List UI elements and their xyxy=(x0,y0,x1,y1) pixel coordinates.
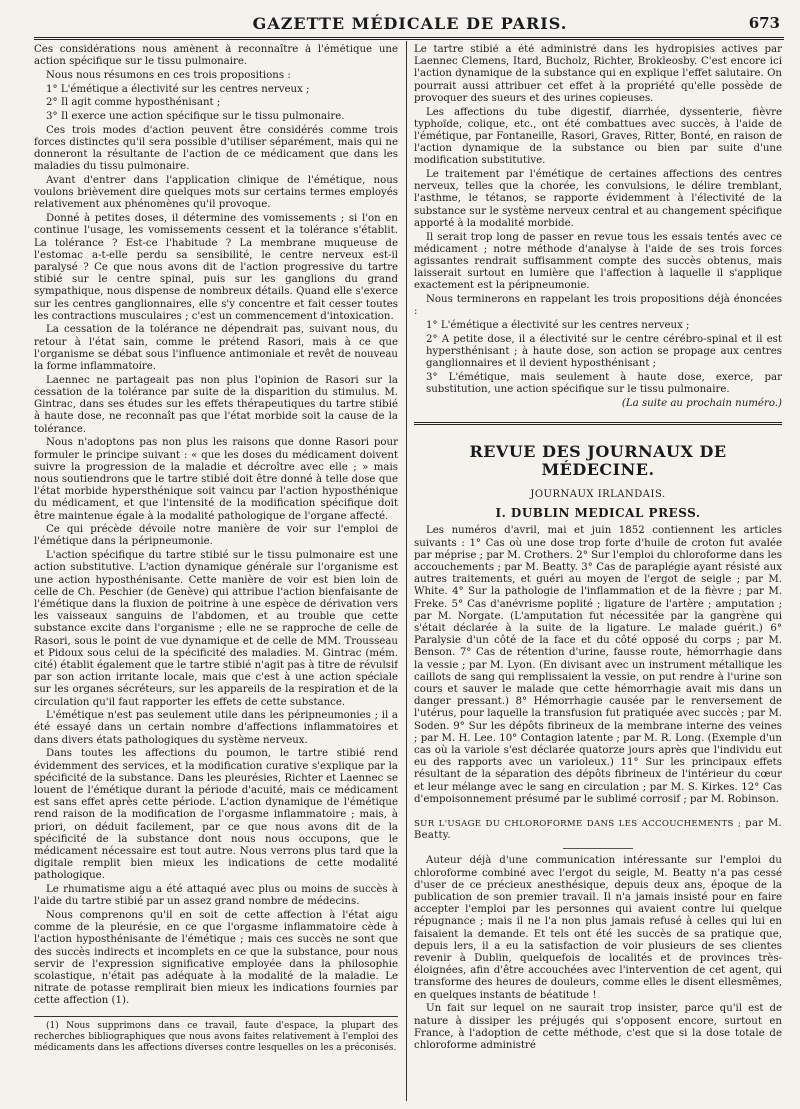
running-title: GAZETTE MÉDICALE DE PARIS. xyxy=(252,14,568,33)
section-rule xyxy=(414,422,782,425)
paragraph: Nous nous résumons en ces trois propositions : xyxy=(46,69,291,81)
column-divider xyxy=(406,41,407,1101)
paragraph: Les affections du tube digestif, diarrhée, dyssenterie, fièvre typhoïde, colique, etc., ont été combattues avec succès, à l'aide de l'émétique, par Fontaneille, Rasori, Graves, Ritter, Bonté, en raison de l'action dynamique de la substance ou bien par suite d'une modification substitutive. xyxy=(414,106,782,167)
journal-title: I. DUBLIN MEDICAL PRESS. xyxy=(495,506,701,521)
paragraph: Nous comprenons qu'il en soit de cette affection à l'état aigu comme de la pleurésie, en ce que l'orgasme inflammatoire cède à l'action hyposthénisante de l'émétique ; mais ces succès ne sont que des succès indirects et incomplets en ce que la substance, pour nous servir de l'expression significative employée dans la philosophie scolastique, n'était pas adéquate à la modalité de la maladie. Le nitrate de potasse remplirait bien mieux les indications fournies par cette affection (1). xyxy=(34,910,398,1007)
continuation-note: (La suite au prochain numéro.) xyxy=(621,397,782,409)
proposition: 3° Il exerce une action spécifique sur le tissu pulmonaire. xyxy=(46,111,345,123)
right-column xyxy=(414,44,782,1104)
section-title: REVUE DES JOURNAUX DE MÉDECINE. xyxy=(469,441,727,479)
proposition: 2° A petite dose, il a électivité sur le centre cérébro-spinal et il est hypersthénisant ; à haute dose, son action se propage aux centres ganglionnaires et il devient hyposthénisant ; xyxy=(426,333,782,370)
proposition: 3° L'émétique, mais seulement à haute dose, exerce, par substitution, une action spécifique sur le tissu pulmonaire. xyxy=(426,371,782,395)
paragraph: Auteur déjà d'une communication intéressante sur l'emploi du chloroforme combiné avec l'ergot du seigle, M. Beatty n'a pas cessé d'user de ce précieux anesthésique, depuis deux ans, époque de la publication de son premier travail. Il n'a jamais insisté pour en faire accepter l'emploi par les personnes qui avaient contre lui quelque répugnance ; mais il ne l'a non plus jamais refusé à celles qui lui en faisaient la demande. Et tels ont été les succès de sa pratique que, depuis lers, il a eu la satisfaction de voir plusieurs de ses clientes revenir à Dublin, quelquefois de localités et de provinces très-éloignées, afin d'être accouchées avec l'intervention de cet agent, qui transforme des heures de douleurs, comme elles le disent ellesmêmes, en quelques instants de béatitude ! xyxy=(414,855,782,1001)
paragraph: Nous terminerons en rappelant les trois propositions déjà énoncées : xyxy=(414,294,782,318)
paragraph: Avant d'entrer dans l'application clinique de l'émétique, nous voulons brièvement dire quelques mots sur certains termes employés relativement aux phénomènes qu'il provoque. xyxy=(34,175,398,211)
page-number: 673 xyxy=(748,14,780,32)
paragraph: Le traitement par l'émétique de certaines affections des centres nerveux, telles que la chorée, les convulsions, le délire tremblant, l'asthme, le tétanos, se rapporte évidemment à l'électivité de la substance sur le système nerveux central et au changement spécifique apporté à la modalité morbide. xyxy=(414,169,782,229)
paragraph: Ces considérations nous amènent à reconnaître à l'émétique une action spécifique sur le tissu pulmonaire. xyxy=(34,44,398,68)
paragraph: L'action spécifique du tartre stibié sur le tissu pulmonaire est une action substitutive. L'action dynamique générale sur l'organisme est une action hyposthénisante. Cette manière de voir est bien loin de celle de Ch. Peschier (de Genève) qui attribue l'action bienfaisante de l'émétique dans la fluxion de poitrine à une espèce de dérivation vers les vaisseaux sanguins de l'abdomen, et au trouble que cette substance excite dans l'organisme ; elle ne se rapproche de celle de Rasori, sous le point de vue dynamique et de celle de MM. Trousseau et Pidoux sous celui de la spécificité des maladies. M. Gintrac (mém. cité) établit également que le tartre stibié n'agit pas à titre de révulsif par son action irritante locale, mais que c'est à une action spéciale sur les organes sécréteurs, sur les appareils de la respiration et de la circulation qu'il faut rapporter les effets de cette substance. xyxy=(34,550,398,708)
paragraph: Ces trois modes d'action peuvent être considérés comme trois forces distinctes qu'il sera possible d'utiliser séparément, mais qui ne donneront la résultante de l'action de ce médicament que dans les maladies du tissu pulmonaire. xyxy=(34,124,398,173)
subsection-title: JOURNAUX IRLANDAIS. xyxy=(530,488,666,500)
paragraph: Le rhumatisme aigu a été attaqué avec plus ou moins de succès à l'aide du tartre stibié par un assez grand nombre de médecins. xyxy=(34,884,398,908)
left-column xyxy=(34,44,398,1104)
header-rule xyxy=(34,37,784,40)
page-header xyxy=(34,10,786,38)
paragraph: Donné à petites doses, il détermine des vomissements ; si l'on en continue l'usage, les vomissements cessent et la tolérance s'établit. La tolérance ? Est-ce l'habitude ? La membrane muqueuse de l'estomac a-t-elle perdu sa sensibilité, le centre nerveux est-il paralysé ? Ce que nous avons dit de l'action progressive du tartre stibié sur le centre spinal, puis sur les ganglions du grand sympathique, nous dispense de nombreux détails. Quand elle s'exerce sur les centres ganglionnaires, elle s'y concentre et fait cesser toutes les contractions musculaires ; c'est un commencement d'intoxication. xyxy=(34,213,398,322)
paragraph: La cessation de la tolérance ne dépendrait pas, suivant nous, du retour à l'état sain, comme le prétend Rasori, mais à ce que l'organisme se débat sous l'influence antimoniale et revêt de nouveau la forme inflammatoire. xyxy=(34,324,398,373)
paragraph: Nous n'adoptons pas non plus les raisons que donne Rasori pour formuler le principe suivant : « que les doses du médicament doivent suivre la progression de la maladie et décroître avec elle ; » mais nous soutiendrons que le tartre stibié doit être donné à telle dose que l'état morbide hypersthénique soit vaincu par l'action hyposthénique du médicament, et que l'intensité de la modification spécifique doit être maintenue égale à la modalité pathologique de l'organe affecté. xyxy=(34,437,398,522)
paragraph: Le tartre stibié a été administré dans les hydropisies actives par Laennec Clemens, Itard, Bucholz, Richter, Brokleosby. C'est encore ici l'action dynamique de la substance qui en explique l'effet salutaire. On pourrait aussi attribuer cet effet à la propriété qu'elle possède de provoquer des sueurs et des urines copieuses. xyxy=(414,44,782,104)
proposition: 1° L'émétique a électivité sur les centres nerveux ; xyxy=(426,319,690,331)
paragraph: Ce qui précède dévoile notre manière de voir sur l'emploi de l'émétique dans la péripneumonie. xyxy=(34,524,398,548)
short-rule xyxy=(563,848,633,849)
paragraph: Les numéros d'avril, mai et juin 1852 contiennent les articles suivants : 1° Cas où une dose trop forte d'huile de croton fut avalée par méprise ; par M. Crothers. 2° Sur l'emploi du chloroforme dans les accouchements ; par M. Beatty. 3° Cas de paraplégie ayant résisté aux autres traitements, et guéri au moyen de l'ergot de seigle ; par M. White. 4° Sur la pathologie de l'inflammation et de la fièvre ; par M. Freke. 5° Cas d'anévrisme poplité ; ligature de l'artère ; amputation ; par M. Norgate. (L'amputation fut nécessitée par la gangrène qui s'était déclarée à la suite de la ligature. Le malade guérit.) 6° Paralysie d'un côté de la face et du côté opposé du corps ; par M. Benson. 7° Cas de rétention d'urine, fausse route, hémorrhagie dans la vessie ; par M. Lyon. (En divisant avec un instrument métallique les caillots de sang qui remplissaient la vessie, on put rendre à l'urine son cours et sauver le malade que cette hémorrhagie avait mis dans un danger pressant.) 8° Hémorrhagie causée par le renversement de l'utérus, pour laquelle la transfusion fut pratiquée avec succès ; par M. Soden. 9° Sur les dépôts fibrineux de la membrane interne des veines ; par M. H. Lee. 10° Contagion latente ; par M. R. Long. (Exemple d'un cas où la variole s'est déclarée quatorze jours après que l'individu eut eu des rapports avec un varioleux.) 11° Sur les principaux effets résultant de la séparation des dépôts fibrineux de l'intérieur du cœur et leur mélange avec le sang en circulation ; par M. S. Kirkes. 12° Cas d'empoisonnement présumé par le sublimé corrosif ; par M. Robinson. xyxy=(414,525,782,805)
footnote: (1) Nous supprimons dans ce travail, faute d'espace, la plupart des recherches bibliographiques que nous avons faites relativement à l'emploi des médicaments dans les affections diverses contre lesquelles on les a préconisés. xyxy=(34,1020,398,1053)
proposition: 1° L'émétique a électivité sur les centres nerveux ; xyxy=(46,83,310,95)
paragraph: Il serait trop long de passer en revue tous les essais tentés avec ce médicament ; notre méthode d'analyse à l'aide de ses trois forces agissantes rendrait suffisamment compte des succès obtenus, mais laisserait surtout en lumière que l'affection à laquelle il s'applique exactement est la péripneumonie. xyxy=(414,231,782,292)
paragraph: Dans toutes les affections du poumon, le tartre stibié rend évidemment des services, et la modification curative s'explique par la spécificité de la substance. Dans les pleurésies, Richter et Laennec se louent de l'émétique durant la période d'acuité, mais ce médicament est sans effet après cette période. L'action dynamique de l'émétique rend raison de la modification de l'orgasme inflammatoire ; mais, à priori, on déduit facilement, par ce que nous avons dit de la spécificité de la substance dont nous nous occupons, que le médicament nécessaire est tout autre. Nous verrons plus tard que la digitale remplit bien mieux les indications de cette modalité pathologique. xyxy=(34,748,398,882)
paragraph: Laennec ne partageait pas non plus l'opinion de Rasori sur la cessation de la tolérance par suite de la disparition du stimulus. M. Gintrac, dans ses études sur les effets thérapeutiques du tartre stibié à haute dose, ne reconnaît pas que l'état morbide soit la cause de la tolérance. xyxy=(34,374,398,435)
footnote-rule xyxy=(34,1016,398,1017)
proposition: 2° Il agit comme hyposthénisant ; xyxy=(46,97,221,109)
paragraph: L'émétique n'est pas seulement utile dans les péripneumonies ; il a été essayé dans un certain nombre d'affections inflammatoires et dans divers états pathologiques du système nerveux. xyxy=(34,710,398,746)
article-heading-title: SUR L'USAGE DU CHLOROFORME DANS LES ACCOUCHEMENTS ; xyxy=(414,818,742,829)
article-heading xyxy=(414,818,782,842)
paragraph: Un fait sur lequel on ne saurait trop insister, parce qu'il est de nature à dissiper les préjugés qui s'opposent encore, surtout en France, à l'adoption de cette méthode, c'est que si la dose totale de chloroforme administré xyxy=(414,1003,782,1051)
article-byline: par M. Beatty. xyxy=(414,817,782,842)
